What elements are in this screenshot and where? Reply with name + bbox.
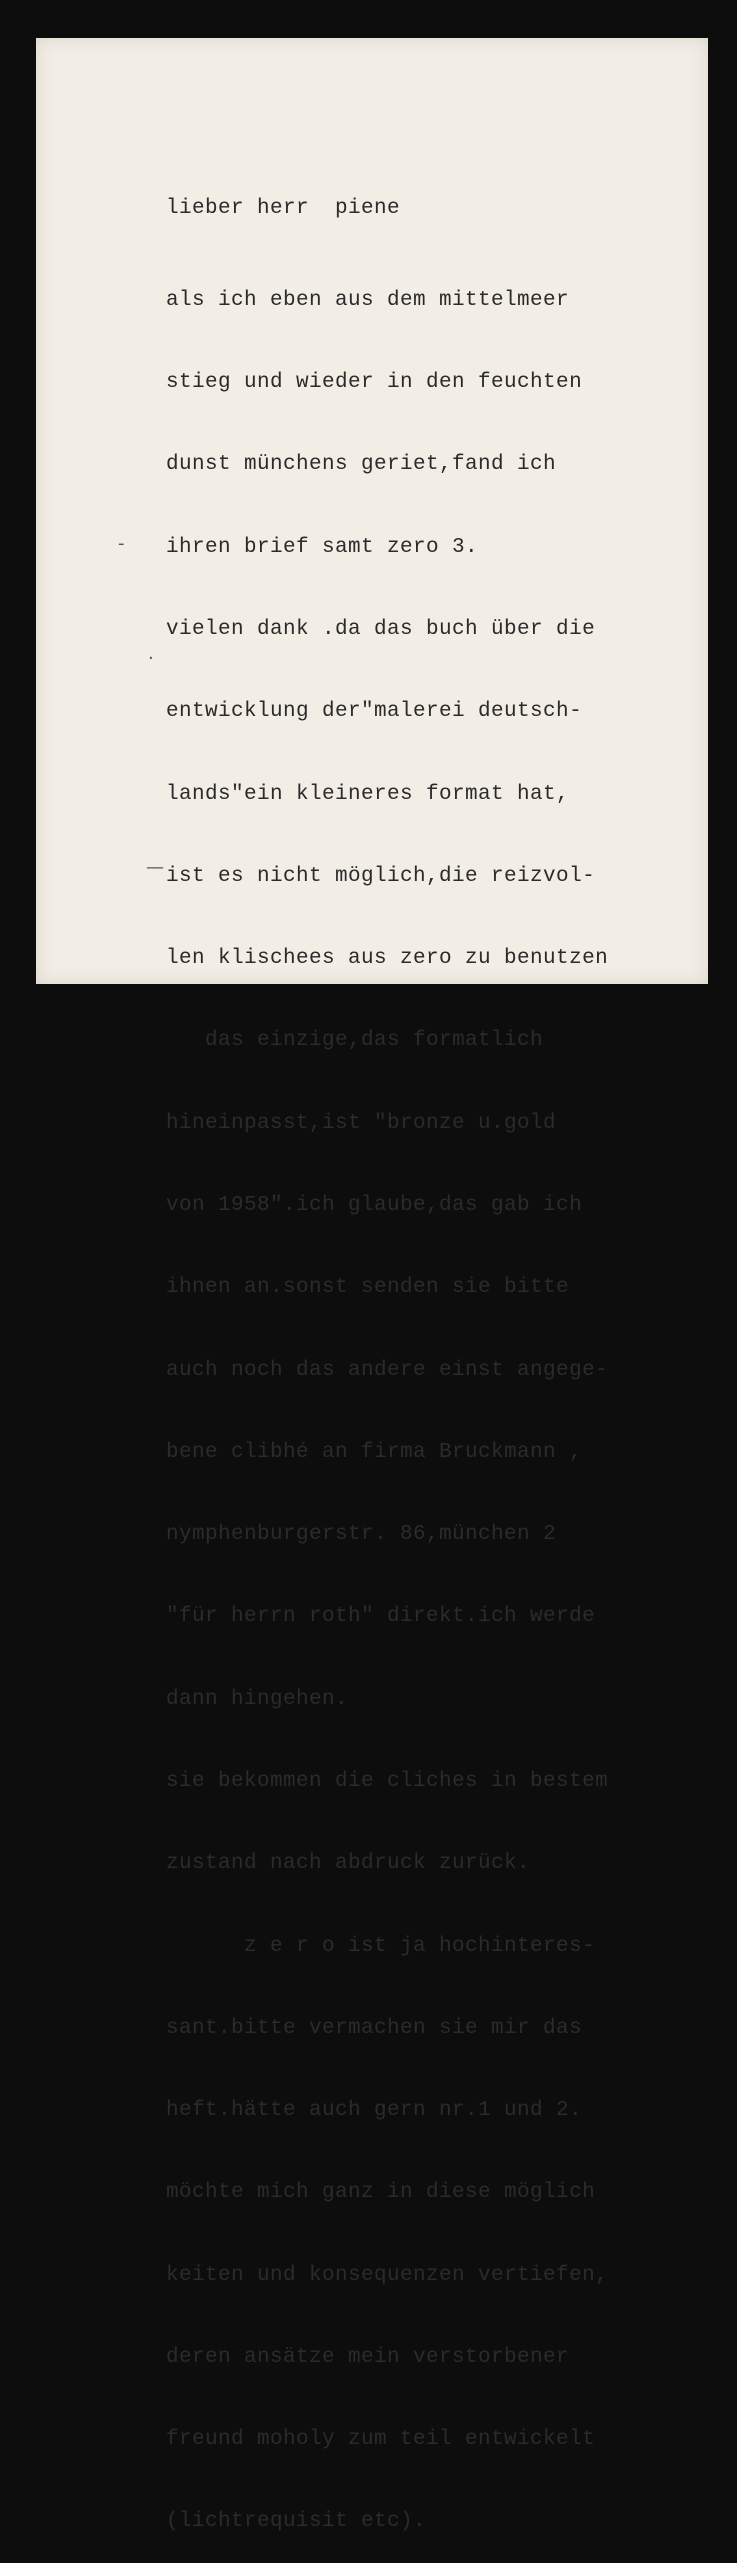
letter-line: dann hingehen. bbox=[166, 1687, 349, 1711]
letter-line: deren ansätze mein verstorbener bbox=[166, 2345, 570, 2369]
letter-line: auch noch das andere einst angege- bbox=[166, 1358, 609, 1382]
margin-dash-mark: - bbox=[118, 533, 125, 554]
letter-line: "für herrn roth" direkt.ich werde bbox=[166, 1605, 596, 1629]
letter-line: len klischees aus zero zu benutzen bbox=[166, 947, 609, 971]
letter-line: ihnen an.sonst senden sie bitte bbox=[166, 1276, 570, 1300]
letter-line: das einzige,das formatlich bbox=[166, 1029, 544, 1053]
letter-line: keiten und konsequenzen vertiefen, bbox=[166, 2263, 609, 2287]
letter-line: ihren brief samt zero 3. bbox=[166, 535, 479, 559]
letter-line: z e r o ist ja hochinteres- bbox=[166, 1934, 596, 1958]
letter-line: sant.bitte vermachen sie mir das bbox=[166, 2016, 583, 2040]
letter-line: hineinpasst,ist "bronze u.gold bbox=[166, 1111, 557, 1135]
letter-body bbox=[166, 140, 706, 2563]
letter-line: als ich eben aus dem mittelmeer bbox=[166, 288, 570, 312]
letter-line: heft.hätte auch gern nr.1 und 2. bbox=[166, 2099, 583, 2123]
letter-line: bene clibhé an firma Bruckmann , bbox=[166, 1440, 583, 1464]
margin-dot-mark: . bbox=[148, 643, 154, 664]
letter-line: von 1958".ich glaube,das gab ich bbox=[166, 1193, 583, 1217]
letter-line: nymphenburgerstr. 86,münchen 2 bbox=[166, 1523, 557, 1547]
letter-line: möchte mich ganz in diese möglich bbox=[166, 2181, 596, 2205]
letter-line: entwicklung der"malerei deutsch- bbox=[166, 700, 583, 724]
margin-dash-mark: — bbox=[146, 857, 164, 878]
letter-line: zustand nach abdruck zurück. bbox=[166, 1852, 531, 1876]
letter-line: (lichtrequisit etc). bbox=[166, 2510, 427, 2534]
letter-line: vielen dank .da das buch über die bbox=[166, 618, 596, 641]
letter-line: sie bekommen die cliches in bestem bbox=[166, 1769, 609, 1793]
letter-line: stieg und wieder in den feuchten bbox=[166, 371, 583, 395]
letter-line: ist es nicht möglich,die reizvol- bbox=[166, 864, 596, 888]
letter-line: freund moholy zum teil entwickelt bbox=[166, 2428, 596, 2452]
letter-line: lands"ein kleineres format hat, bbox=[166, 782, 570, 806]
salutation: lieber herr piene bbox=[166, 196, 401, 220]
letter-line: dunst münchens geriet,fand ich bbox=[166, 453, 557, 477]
